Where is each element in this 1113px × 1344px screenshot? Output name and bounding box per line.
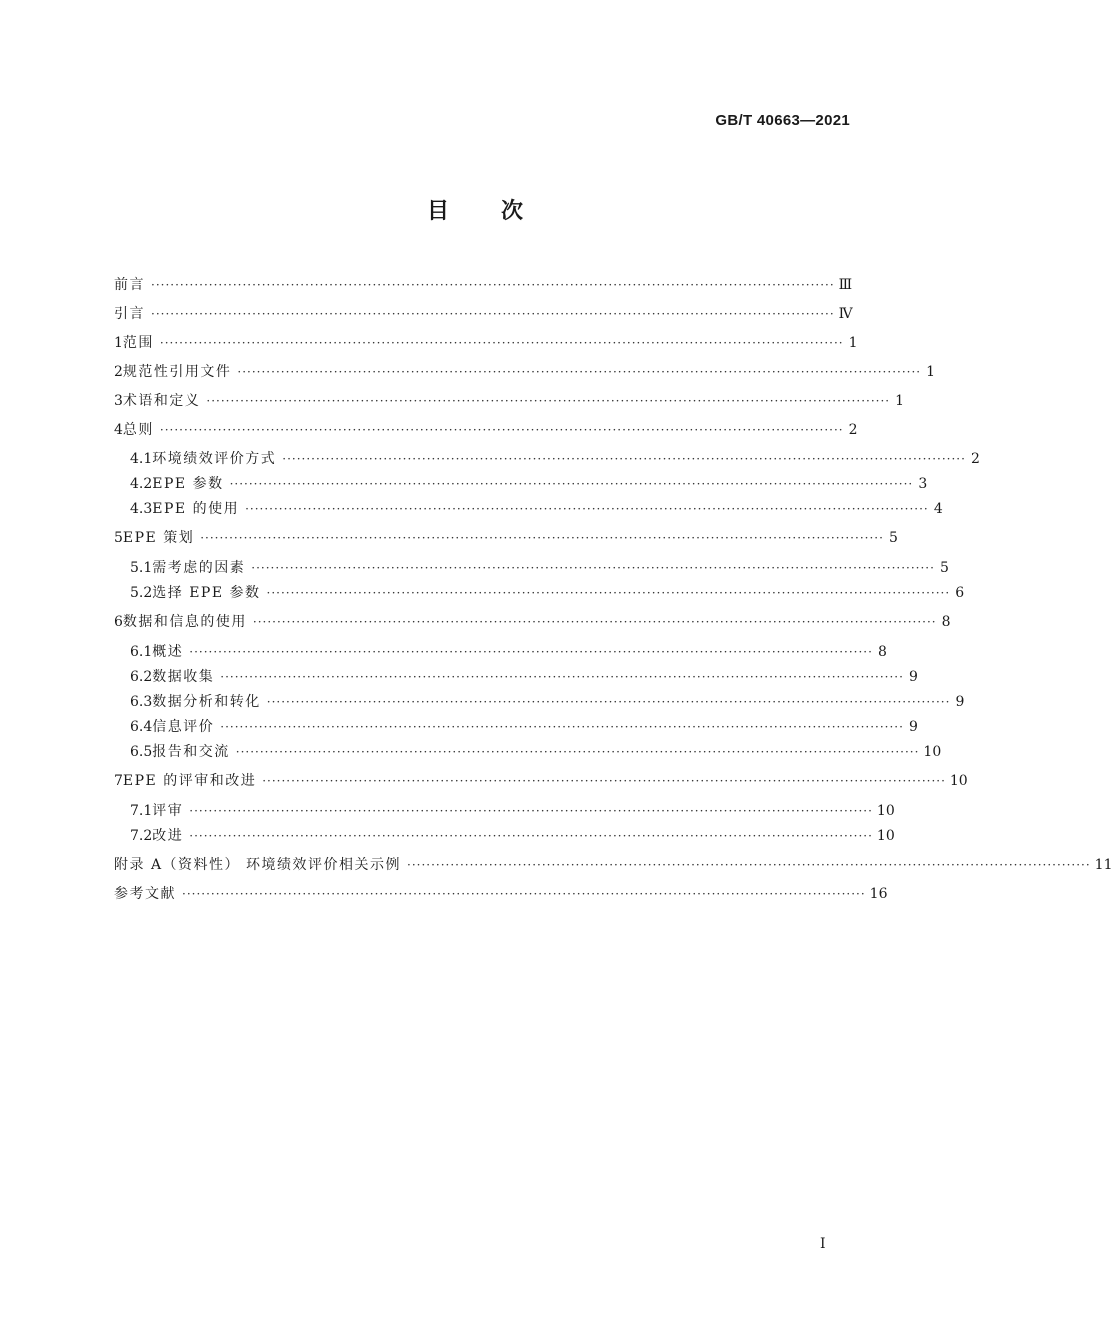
toc-entry-label: EPE 策划 bbox=[122, 530, 195, 546]
toc-entry-label: 选择 EPE 参数 bbox=[152, 585, 261, 601]
toc-leader: ·············································································································································· bbox=[189, 829, 873, 843]
toc-leader: ·············································································································································· bbox=[229, 477, 914, 491]
toc-leader: ·············································································································································· bbox=[407, 858, 1091, 872]
toc-leader: ·············································································································································· bbox=[151, 278, 835, 292]
toc-entry-number: 4.1 bbox=[130, 451, 153, 467]
toc-entry-label: 改进 bbox=[152, 828, 184, 844]
toc-entry[interactable] bbox=[114, 642, 887, 662]
toc-entry-number: 3 bbox=[114, 393, 123, 409]
toc-entry-page: 2 bbox=[848, 422, 858, 438]
toc-leader: ·············································································································································· bbox=[266, 586, 951, 600]
toc-entry-label: 报告和交流 bbox=[152, 744, 230, 760]
toc-entry[interactable] bbox=[114, 528, 898, 548]
toc-entry-page: 10 bbox=[876, 803, 895, 819]
toc-entry-number: 6 bbox=[114, 614, 123, 630]
toc-entry-label: 规范性引用文件 bbox=[122, 364, 232, 380]
toc-entry-number: 7 bbox=[114, 773, 123, 789]
toc-entry-number: 4 bbox=[114, 422, 123, 438]
toc-leader: ·············································································································································· bbox=[189, 645, 873, 659]
toc-entry-page: 4 bbox=[933, 501, 943, 517]
toc-leader: ·············································································································································· bbox=[189, 804, 873, 818]
toc-entry[interactable] bbox=[114, 717, 918, 737]
toc-entry-number: 2 bbox=[114, 364, 123, 380]
toc-leader: ·············································································································································· bbox=[235, 745, 920, 759]
toc-entry-label: 环境绩效评价方式 bbox=[152, 451, 277, 467]
toc-entry-label: EPE 的使用 bbox=[152, 501, 240, 517]
toc-entry-number: 4.2 bbox=[130, 476, 153, 492]
toc-entry-page: 10 bbox=[949, 773, 968, 789]
toc-entry-label: 数据分析和转化 bbox=[152, 694, 261, 710]
toc-leader: ·············································································································································· bbox=[245, 502, 929, 516]
toc-entry-label: 参考文献 bbox=[114, 886, 176, 902]
toc-entry-page: 8 bbox=[941, 614, 951, 630]
toc-entry-label: 前言 bbox=[114, 277, 145, 293]
page-title bbox=[0, 194, 950, 225]
toc-entry-page: 11 bbox=[1094, 857, 1113, 873]
toc-entry-page: 9 bbox=[909, 719, 918, 735]
toc-entry-number: 6.2 bbox=[130, 669, 153, 685]
toc-leader: ·············································································································································· bbox=[237, 365, 922, 379]
toc-entry-page: 8 bbox=[878, 644, 887, 660]
toc-entry-number: 4.3 bbox=[130, 501, 153, 517]
toc-entry[interactable] bbox=[114, 474, 928, 494]
toc-entry-label: 引言 bbox=[114, 306, 145, 322]
toc-entry[interactable] bbox=[114, 362, 936, 382]
toc-entry[interactable] bbox=[114, 583, 965, 603]
toc-entry[interactable] bbox=[114, 304, 853, 324]
toc-entry-page: 6 bbox=[955, 585, 965, 601]
toc-entry-page: 9 bbox=[955, 694, 965, 710]
toc-entry-label: 概述 bbox=[152, 644, 184, 660]
toc-entry[interactable] bbox=[114, 275, 853, 295]
toc-leader: ·············································································································································· bbox=[266, 695, 951, 709]
toc-entry-number: 7.2 bbox=[130, 828, 153, 844]
toc-leader: ·············································································································································· bbox=[200, 531, 884, 545]
toc-entry-number: 5.2 bbox=[130, 585, 153, 601]
toc-entry-page: 10 bbox=[876, 828, 895, 844]
toc-entry-page: 5 bbox=[940, 560, 949, 576]
standard-code: GB/T 40663—2021 bbox=[715, 112, 850, 129]
toc-leader: ·············································································································································· bbox=[151, 307, 835, 321]
toc-entry-label: 数据和信息的使用 bbox=[122, 614, 247, 630]
toc-entry-label: EPE 参数 bbox=[152, 476, 224, 492]
toc-entry[interactable] bbox=[114, 333, 858, 353]
toc-entry-page: 3 bbox=[918, 476, 928, 492]
toc-entry-page: Ⅲ bbox=[838, 277, 853, 293]
toc-entry[interactable] bbox=[114, 612, 951, 632]
toc-entry-label: EPE 的评审和改进 bbox=[122, 773, 257, 789]
toc-entry-label: 附录 A（资料性） 环境绩效评价相关示例 bbox=[114, 857, 402, 873]
toc-entry-page: 5 bbox=[888, 530, 898, 546]
toc-entry-number: 6.4 bbox=[130, 719, 153, 735]
toc-entry-page: 1 bbox=[895, 393, 905, 409]
toc-entry-number: 7.1 bbox=[130, 803, 153, 819]
toc-leader: ·············································································································································· bbox=[282, 452, 966, 466]
toc-entry-page: 10 bbox=[923, 744, 942, 760]
toc-entry[interactable] bbox=[114, 742, 942, 762]
toc-entry-page: 16 bbox=[869, 886, 888, 902]
title-char-1: 目 bbox=[426, 199, 449, 224]
toc-leader: ·············································································································································· bbox=[206, 394, 891, 408]
toc-entry[interactable] bbox=[114, 692, 965, 712]
toc-entry[interactable] bbox=[114, 499, 943, 519]
toc-entry-label: 信息评价 bbox=[152, 719, 215, 735]
toc-entry-number: 5.1 bbox=[130, 560, 153, 576]
toc-entry-number: 5 bbox=[114, 530, 123, 546]
toc-leader: ·············································································································································· bbox=[262, 774, 946, 788]
toc-entry[interactable] bbox=[114, 449, 980, 469]
toc-entry-page: 2 bbox=[971, 451, 980, 467]
toc-entry[interactable] bbox=[114, 855, 1113, 875]
toc-entry-label: 需考虑的因素 bbox=[152, 560, 246, 576]
toc-entry-page: 1 bbox=[848, 335, 858, 351]
toc-entry-label: 总则 bbox=[122, 422, 154, 438]
toc-entry[interactable] bbox=[114, 391, 905, 411]
toc-entry-label: 范围 bbox=[122, 335, 154, 351]
toc-leader: ·············································································································································· bbox=[159, 336, 844, 350]
toc-leader: ·············································································································································· bbox=[252, 615, 937, 629]
toc-leader: ·············································································································································· bbox=[251, 561, 935, 575]
toc-entry[interactable] bbox=[114, 884, 888, 904]
toc-entry[interactable] bbox=[114, 826, 895, 846]
toc-entry-page: 9 bbox=[909, 669, 918, 685]
toc-entry-number: 6.1 bbox=[130, 644, 153, 660]
toc-entry[interactable] bbox=[114, 420, 858, 440]
toc-entry-number: 6.3 bbox=[130, 694, 153, 710]
toc-entry-label: 评审 bbox=[152, 803, 184, 819]
toc-entry[interactable] bbox=[114, 801, 895, 821]
toc-entry-label: 数据收集 bbox=[152, 669, 215, 685]
toc-entry[interactable] bbox=[114, 667, 918, 687]
toc-leader: ·············································································································································· bbox=[159, 423, 844, 437]
toc-entry-label: 术语和定义 bbox=[122, 393, 201, 409]
title-char-2: 次 bbox=[501, 199, 524, 224]
toc-entry-number: 1 bbox=[114, 335, 123, 351]
toc-entry[interactable] bbox=[114, 558, 949, 578]
toc-entry-page: Ⅳ bbox=[838, 306, 853, 322]
toc-entry[interactable] bbox=[114, 771, 968, 791]
toc-entry-page: 1 bbox=[926, 364, 936, 380]
toc-leader: ·············································································································································· bbox=[220, 720, 904, 734]
page-number: Ⅰ bbox=[820, 1236, 826, 1252]
toc-entry-number: 6.5 bbox=[130, 744, 153, 760]
toc-leader: ·············································································································································· bbox=[182, 887, 866, 901]
toc-leader: ·············································································································································· bbox=[220, 670, 904, 684]
